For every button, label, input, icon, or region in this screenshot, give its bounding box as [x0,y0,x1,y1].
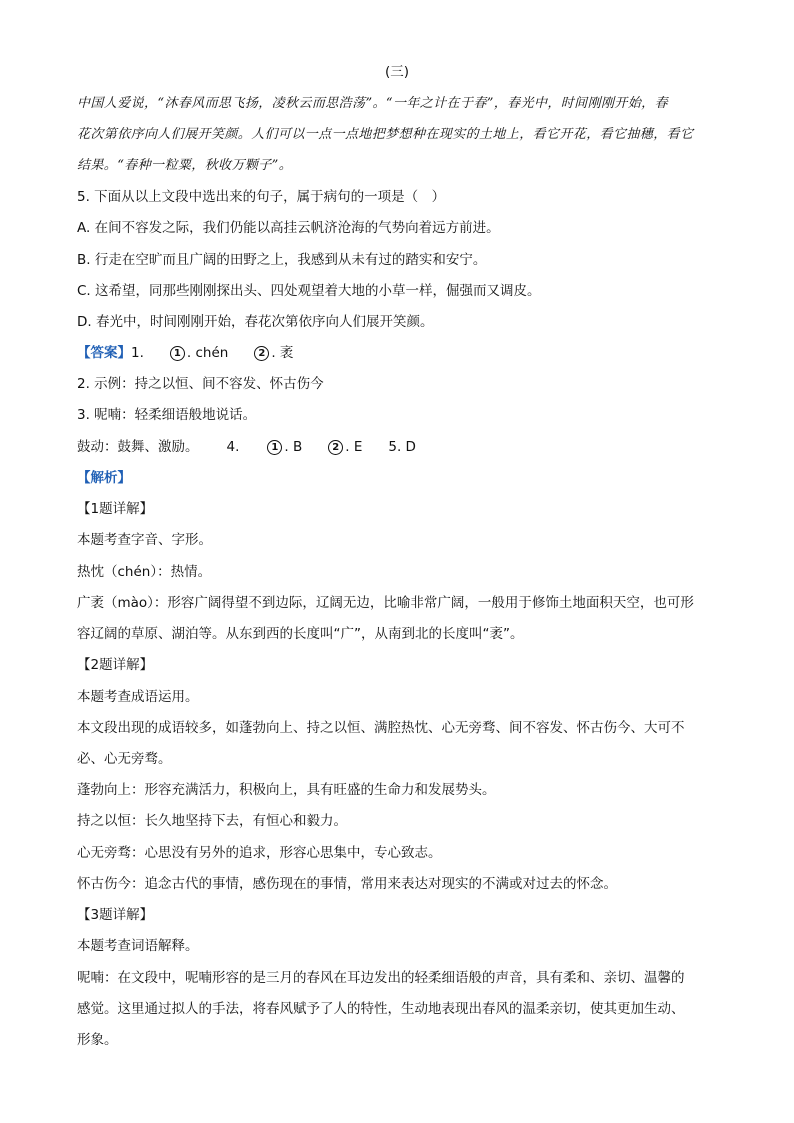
answer-q4-b: . E [345,439,363,455]
option-b: B. 行走在空旷而且广阔的田野之上，我感到从未有过的踏实和安宁。 [77,252,487,268]
detail-1-line-1: 本题考查字音、字形。 [77,532,212,548]
detail-3-title: 【3题详解】 [77,907,154,923]
detail-2-line-1: 本题考查成语运用。 [77,689,199,705]
detail-2-line-2: 本文段出现的成语较多，如蓬勃向上、持之以恒、满腔热忱、心无旁骛、间不容发、怀古伤今、大可不 [77,720,685,736]
passage-line-3: 结果。“春种一粒粟，秋收万颗子”。 [77,158,293,173]
question-5-stem: 5. 下面从以上文段中选出来的句子，属于病句的一项是（ ） [77,189,446,205]
detail-2-line-3: 必、心无旁骛。 [77,751,172,767]
analysis-label: 【解析】 [77,470,131,486]
answer-line-1 [77,343,722,363]
detail-1-line-4: 容辽阔的草原、湖泊等。从东到西的长度叫“广”，从南到北的长度叫“袤”。 [77,626,524,642]
answer-q1-b: . 袤 [271,345,294,361]
circled-number-1: 1 [170,346,185,361]
answer-q5: 5. D [388,439,416,455]
detail-2-line-6: 心无旁骛：心思没有另外的追求，形容心思集中，专心致志。 [77,845,442,861]
answer-q1-a: . chén [186,345,229,361]
passage-line-1: 中国人爱说，“沐春风而思飞扬，凌秋云而思浩荡”。“一年之计在于春”，春光中，时间刚刚开始，春 [77,96,668,111]
answer-q2: 2. 示例：持之以恒、间不容发、怀古伤今 [77,376,324,392]
detail-3-line-1: 本题考查词语解释。 [77,938,199,954]
detail-3-line-3: 感觉。这里通过拟人的手法，将春风赋予了人的特性，生动地表现出春风的温柔亲切，使其更加生动、 [77,1001,685,1017]
detail-2-line-5: 持之以恒：长久地坚持下去，有恒心和毅力。 [77,813,347,829]
circled-number-2: 2 [254,346,269,361]
answer-q3-b: 鼓动：鼓舞、激励。 [77,439,199,455]
detail-3-line-4: 形象。 [77,1032,118,1048]
detail-1-line-3: 广袤（mào）：形容广阔得望不到边际，辽阔无边，比喻非常广阔，一般用于修饰土地面积天空，也可形 [77,595,694,611]
section-heading: (三) [384,64,410,80]
circled-number-1: 1 [267,440,282,455]
detail-1-title: 【1题详解】 [77,501,154,517]
detail-2-line-7: 怀古伤今：追念古代的事情，感伤现在的事情，常用来表达对现实的不满或对过去的怀念。 [77,876,617,892]
answer-label: 【答案】 [77,345,131,361]
detail-2-title: 【2题详解】 [77,657,154,673]
answer-line-4 [77,437,722,457]
option-c: C. 这希望，同那些刚刚探出头、四处观望着大地的小草一样，倔强而又调皮。 [77,283,541,299]
answer-q4-number: 4. [226,439,240,455]
circled-number-2: 2 [328,440,343,455]
option-d: D. 春光中，时间刚刚开始，春花次第依序向人们展开笑颜。 [77,314,434,330]
option-a: A. 在间不容发之际，我们仍能以高挂云帆济沧海的气势向着远方前进。 [77,220,500,236]
answer-q4-a: . B [284,439,303,455]
answer-q3: 3. 呢喃：轻柔细语般地说话。 [77,407,257,423]
detail-3-line-2: 呢喃：在文段中，呢喃形容的是三月的春风在耳边发出的轻柔细语般的声音，具有柔和、亲切、温馨的 [77,970,685,986]
detail-2-line-4: 蓬勃向上：形容充满活力，积极向上，具有旺盛的生命力和发展势头。 [77,782,496,798]
passage-line-2: 花次第依序向人们展开笑颜。人们可以一点一点地把梦想种在现实的土地上，看它开花，看它抽穗，看它 [77,127,694,142]
detail-1-line-2: 热忱（chén）：热情。 [77,564,212,580]
answer-q1-number: 1. [131,345,144,361]
